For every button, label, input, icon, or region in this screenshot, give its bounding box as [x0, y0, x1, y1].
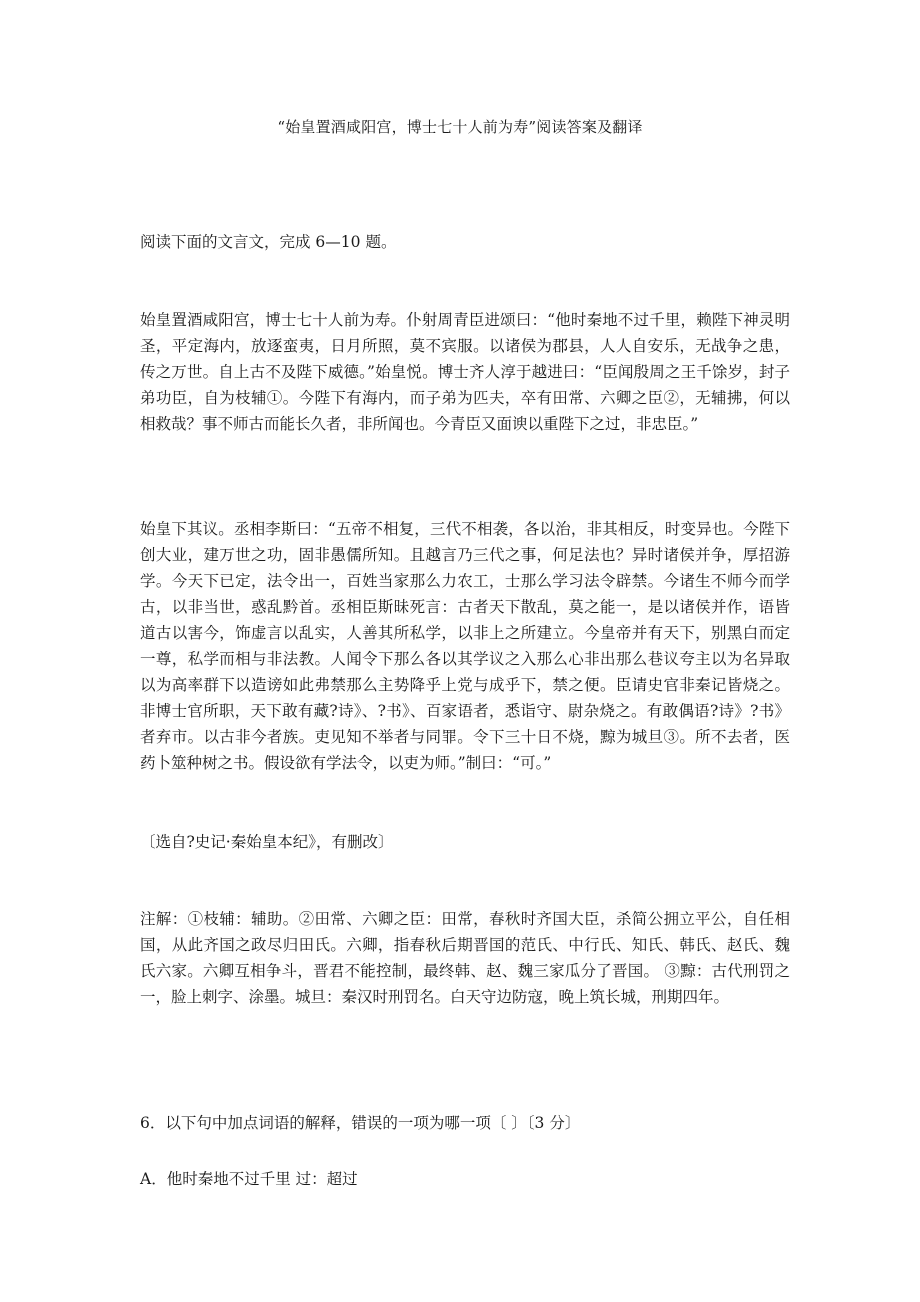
- option-a: A．他时秦地不过千里 过：超过: [140, 1170, 358, 1188]
- passage-paragraph-1: 始皇置酒咸阳宫，博士七十人前为寿。仆射周青臣进颂曰：“他时秦地不过千里，赖陛下神灵明圣，平定海内，放逐蛮夷，日月所照，莫不宾服。以诸侯为郡县，人人自安乐，无战争之患，传之万世。自上古不及陛下威德。”始皇悦。博士齐人淳于越进曰：“臣闻殷周之王千馀岁，封子弟功臣，自为枝辅①。今陛下有海内，而子弟为匹夫，卒有田常、六卿之臣②，无辅拂，何以相救哉？事不师古而能长久者，非所闻也。今青臣又面谀以重陛下之过，非忠臣。”: [140, 311, 790, 433]
- annotation-notes: 注解：①枝辅：辅助。②田常、六卿之臣：田常，春秋时齐国大臣，杀简公拥立平公，自任相国，从此齐国之政尽归田氏。六卿，指春秋后期晋国的范氏、中行氏、知氏、韩氏、赵氏、魏氏六家。六卿互相争斗，晋君不能控制，最终韩、赵、魏三家瓜分了晋国。 ③黥：古代刑罚之一，脸上刺字、涂墨。城旦：秦汉时刑罚名。白天守边防寇，晚上筑长城，刑期四年。: [140, 910, 790, 1006]
- passage-paragraph-2: 始皇下其议。丞相李斯曰：“五帝不相复，三代不相袭，各以治，非其相反，时变异也。今陛下创大业，建万世之功，固非愚儒所知。且越言乃三代之事，何足法也？异时诸侯并争，厚招游学。今天下已定，法令出一，百姓当家那么力农工，士那么学习法令辟禁。今诸生不师今而学古，以非当世，惑乱黔首。丞相臣斯昧死言：古者天下散乱，莫之能一，是以诸侯并作，语皆道古以害今，饰虚言以乱实，人善其所私学，以非上之所建立。今皇帝并有天下，别黑白而定一尊，私学而相与非法教。人闻令下那么各以其学议之入那么心非出那么巷议夸主以为名异取以为高率群下以造谤如此弗禁那么主势降乎上党与成乎下，禁之便。臣请史官非秦记皆烧之。非博士官所职，天下敢有藏?诗》、?书》、百家语者，悉诣守、尉杂烧之。有敢偶语?诗》?书》者弃市。以古非今者族。吏见知不举者与同罪。令下三十日不烧，黥为城旦③。所不去者，医药卜筮种树之书。假设欲有学法令，以吏为师。”制曰：“可。”: [140, 520, 790, 772]
- instruction-paragraph: 阅读下面的文言文，完成 6—10 题。: [140, 233, 397, 251]
- question-6: 6．以下句中加点词语的解释，错误的一项为哪一项〔 〕〔3 分〕: [140, 1114, 581, 1132]
- document-title: “始皇置酒咸阳宫，博士七十人前为寿”阅读答案及翻译: [277, 118, 643, 136]
- source-citation: 〔选自?史记·秦始皇本纪》，有删改〕: [140, 833, 394, 851]
